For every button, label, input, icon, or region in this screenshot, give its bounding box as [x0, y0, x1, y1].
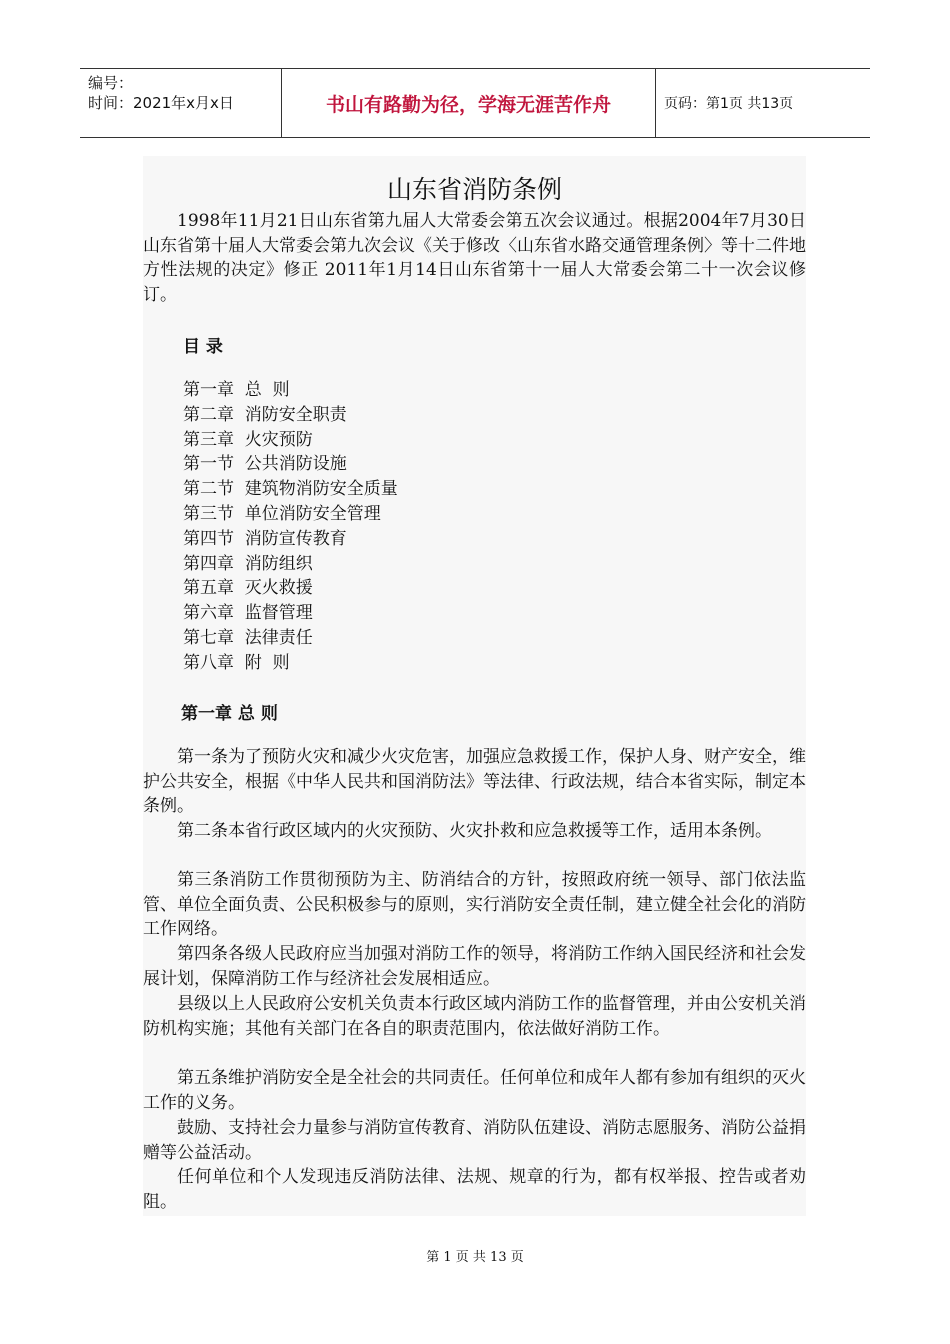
toc-item: 第七章 法律责任	[183, 627, 313, 648]
article-paragraph: 第四条各级人民政府应当加强对消防工作的领导，将消防工作纳入国民经济和社会发展计划，保障消防工作与经济社会发展相适应。	[143, 944, 806, 989]
toc-item: 第八章 附 则	[183, 652, 290, 673]
chapter-heading: 第一章 总 则	[181, 704, 278, 724]
document-body	[143, 156, 806, 1216]
toc-item: 第三节 单位消防安全管理	[183, 503, 381, 524]
document-title: 山东省消防条例	[386, 175, 562, 204]
article-paragraph: 任何单位和个人发现违反消防法律、法规、规章的行为，都有权举报、控告或者劝阻。	[143, 1167, 806, 1212]
toc-item: 第一节 公共消防设施	[183, 454, 347, 475]
toc-heading: 目 录	[183, 337, 223, 357]
header-divider	[655, 69, 656, 137]
header-number-label: 编号：	[88, 74, 134, 92]
toc-item: 第六章 监督管理	[183, 603, 313, 624]
article-paragraph: 鼓励、支持社会力量参与消防宣传教育、消防队伍建设、消防志愿服务、消防公益捐赠等公益活动。	[143, 1118, 806, 1163]
article-paragraph: 县级以上人民政府公安机关负责本行政区域内消防工作的监督管理，并由公安机关消防机构实施；其他有关部门在各自的职责范围内，依法做好消防工作。	[143, 994, 806, 1039]
table-of-contents	[183, 378, 398, 676]
article-paragraph: 第二条本省行政区域内的火灾预防、火灾扑救和应急救援等工作，适用本条例。	[177, 821, 772, 841]
toc-item: 第四章 消防组织	[183, 553, 313, 574]
toc-item: 第五章 灭火救援	[183, 578, 313, 599]
toc-item: 第三章 火灾预防	[183, 429, 313, 450]
article-paragraph: 第五条维护消防安全是全社会的共同责任。任何单位和成年人都有参加有组织的灭火工作的义务。	[143, 1068, 806, 1113]
header-meta	[88, 73, 278, 113]
article-paragraph: 第三条消防工作贯彻预防为主、防消结合的方针，按照政府统一领导、部门依法监管、单位全面负责、公民积极参与的原则，实行消防安全责任制，建立健全社会化的消防工作网络。	[143, 870, 806, 940]
page-footer: 第 1 页 共 13 页	[426, 1250, 524, 1265]
article-paragraph: 第一条为了预防火灾和减少火灾危害，加强应急救援工作，保护人身、财产安全，维护公共安全，根据《中华人民共和国消防法》等法律、行政法规，结合本省实际，制定本条例。	[143, 747, 806, 817]
toc-item: 第一章 总 则	[183, 380, 290, 400]
header-motto: 书山有路勤为径，学海无涯苦作舟	[325, 93, 611, 116]
toc-item: 第二章 消防安全职责	[183, 404, 347, 425]
header-page-info: 页码：第1页 共13页	[664, 96, 794, 112]
toc-item: 第四节 消防宣传教育	[183, 528, 347, 549]
document-header	[80, 68, 870, 138]
toc-item: 第二节 建筑物消防安全质量	[183, 479, 398, 500]
intro-paragraph: 1998年11月21日山东省第九届人大常委会第五次会议通过。根据2004年7月30日山东省第十届人大常委会第九次会议《关于修改〈山东省水路交通管理条例〉等十二件地方性法规的决定》修正 2011年1月14日山东省第十一届人大常委会第二十一次会议修订。	[143, 211, 806, 305]
header-time-label: 时间：2021年x月x日	[88, 94, 234, 112]
